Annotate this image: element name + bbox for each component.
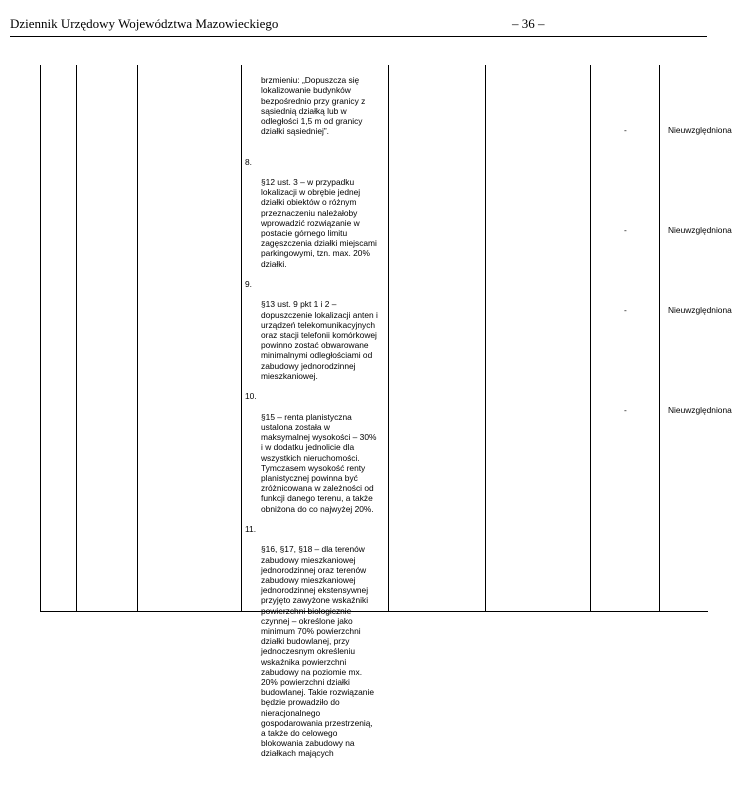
column-divider — [137, 65, 138, 611]
column-divider — [659, 65, 660, 611]
objection-item-10 — [245, 391, 391, 524]
resolution-table — [40, 65, 732, 759]
item-number: 10. — [245, 391, 257, 402]
journal-title: Dziennik Urzędowy Województwa Mazowieckiego — [10, 16, 279, 31]
resolution-dash: - — [624, 225, 627, 235]
objection-item-9 — [245, 279, 391, 391]
objection-content-cell — [245, 65, 391, 769]
item-number: 9. — [245, 279, 252, 290]
intro-text-block — [245, 65, 391, 147]
resolution-status: Nieuwzględniona — [668, 225, 732, 235]
column-divider — [485, 65, 486, 611]
column-divider — [76, 65, 77, 611]
item-text: §15 – renta planistyczna ustalona została w maksymalnej wysokości – 30% i w dodatku jednolicie dla wszystkich nieruchomości. Tymczasem wysokość renty planistycznej powinna być zróżnicowana w zależności od funkcji danego terenu, a także obniżona do co najwyżej 20%. — [261, 411, 377, 514]
item-text: §16, §17, §18 – dla terenów zabudowy mieszkaniowej jednorodzinnej oraz terenów zabudowy mieszkaniowej jednorodzinnej ekstensywnej przyjęto zawyżone wskaźniki powierzchni biologicznie czynnej – określone jako minimum 70% powierzchni działki budowlanej, przy jednoczesnym określeniu wskaźnika powierzchni zabudowy na poziomie mx. 20% powierzchni działki budowlanej. Takie rozwiązanie będzie prowadziło do nieracjonalnego gospodarowania przestrzenią, a także do celowego blokowania zabudowy na działkach mających — [261, 544, 374, 759]
resolution-status: Nieuwzględniona — [668, 405, 732, 415]
item-number: 8. — [245, 156, 252, 167]
column-divider — [590, 65, 591, 611]
column-divider — [241, 65, 242, 611]
item-text: §13 ust. 9 pkt 1 i 2 – dopuszczenie lokalizacji anten i urządzeń telekomunikacyjnych oraz stacji telefonii komórkowej powinno zostać obwarowane minimalnymi odległościami od zabudowy jednorodzinnej mieszkaniowej. — [261, 299, 378, 381]
item-text: §12 ust. 3 – w przypadku lokalizacji w obrębie jednej działki obiektów o różnym przeznaczeniu należałoby wprowadzić rozwiązanie w postacie górnego limitu zagęszczenia działki miejscami parkingowymi, tzn. max. 20% działki. — [261, 177, 377, 269]
resolution-dash: - — [624, 405, 627, 415]
page-header — [10, 14, 707, 37]
objection-item-8 — [245, 157, 391, 279]
resolution-status: Nieuwzględniona — [668, 125, 732, 135]
resolution-dash: - — [624, 305, 627, 315]
resolution-dash: - — [624, 125, 627, 135]
page-number: – 36 – — [512, 16, 545, 31]
resolution-status: Nieuwzględniona — [668, 305, 732, 315]
objection-item-11 — [245, 524, 391, 769]
item-number: 11. — [245, 523, 257, 534]
intro-text: brzmieniu: „Dopuszcza się lokalizowanie budynków bezpośrednio przy granicy z sąsiednią działką lub w odległości 1,5 m od granicy działki sąsiedniej”. — [261, 75, 366, 137]
